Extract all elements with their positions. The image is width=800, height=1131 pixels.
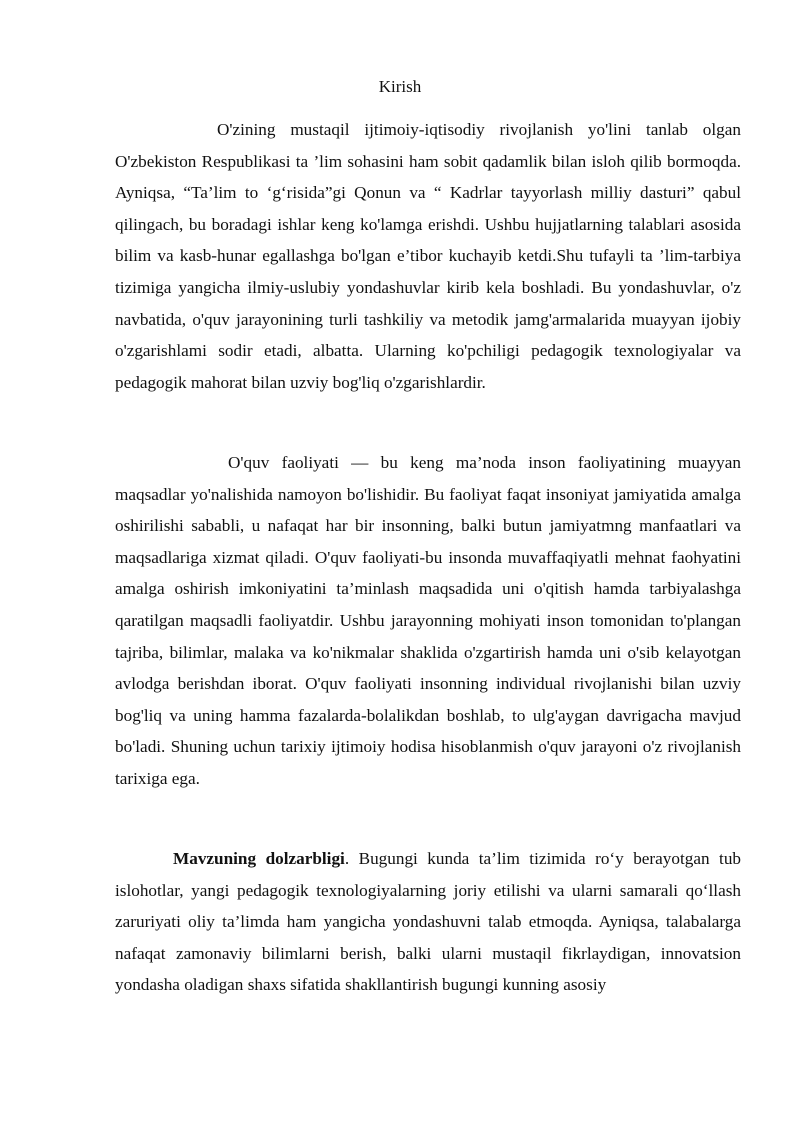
page-title: Kirish xyxy=(378,77,422,96)
paragraph-learning-activity: O'quv faoliyati — bu keng ma’noda inson faoliyatining muayyan maqsadlar yo'nalishida namoyon bo'lishidir. Bu faoliyat faqat insoniyat jamiyatida amalga oshirilishi sababli, u nafaqat har bir insonning, balki butun jamiyatmng manfaatlari va maqsadlariga xizmat qiladi. O'quv faoliyati-bu insonda muvaffaqiyatli mehnat faohyatini amalga oshirish imkoniyatini ta’minlash maqsadida uni o'qitish hamda tarbiyalashga qaratilgan maqsadli faoliyatdir. Ushbu jarayonning mohiyati inson tomonidan to'plangan tajriba, bilimlar, malaka va ko'nikmalar shaklida o'zgartirish hamda uni o'sib kelayotgan avlodga berishdan iborat. O'quv faoliyati insonning individual rivojlanishi bilan uzviy bog'liq va uning hamma fazalarda-bolalikdan boshlab, to ulg'aygan davrigacha mavjud bo'ladi. Shuning uchun tarixiy ijtimoiy hodisa hisoblanmish o'quv jarayoni o'z rivojlanish tarixiga ega. xyxy=(115,453,741,788)
relevance-heading: Mavzuning dolzarbligi xyxy=(173,849,345,868)
paragraph-relevance xyxy=(115,843,741,1023)
relevance-body: . Bugungi kunda ta’lim tizimida ro‘y berayotgan tub islohotlar, yangi pedagogik texnologiyalarning joriy etilishi va ularni samarali qo‘llash zaruriyati oliy ta’limda ham yangicha yondashuvni talab etmoqda. Ayniqsa, talabalarga nafaqat zamonaviy bilimlarni berish, balki ularni mustaqil fikrlaydigan, innovatsion yondasha oladigan shaxs sifatida shakllantirish bugungi kunning asosiy xyxy=(115,849,741,995)
paragraph-intro: O'zining mustaqil ijtimoiy-iqtisodiy rivojlanish yo'lini tanlab olgan O'zbekiston Respublikasi ta ’lim sohasini ham sobit qadamlik bilan isloh qilib bormoqda. Ayniqsa, “Ta’lim to ‘g‘risida”gi Qonun va “ Kadrlar tayyorlash milliy dasturi” qabul qilingach, bu boradagi ishlar keng ko'lamga erishdi. Ushbu hujjatlarning talablari asosida bilim va kasb-hunar egallashga bo'lgan e’tibor kuchayib ketdi.Shu tufayli ta ’lim-tarbiya tizimiga yangicha ilmiy-uslubiy yondashuvlar kirib kela boshladi. Bu yondashuvlar, o'z navbatida, o'quv jarayonining turli tashkiliy va metodik jamg'armalarida muayyan ijobiy o'zgarishlami sodir etadi, albatta. Ularning ko'pchiligi pedagogik texnologiyalar va pedagogik mahorat bilan uzviy bog'liq o'zgarishlardir. xyxy=(115,120,741,392)
